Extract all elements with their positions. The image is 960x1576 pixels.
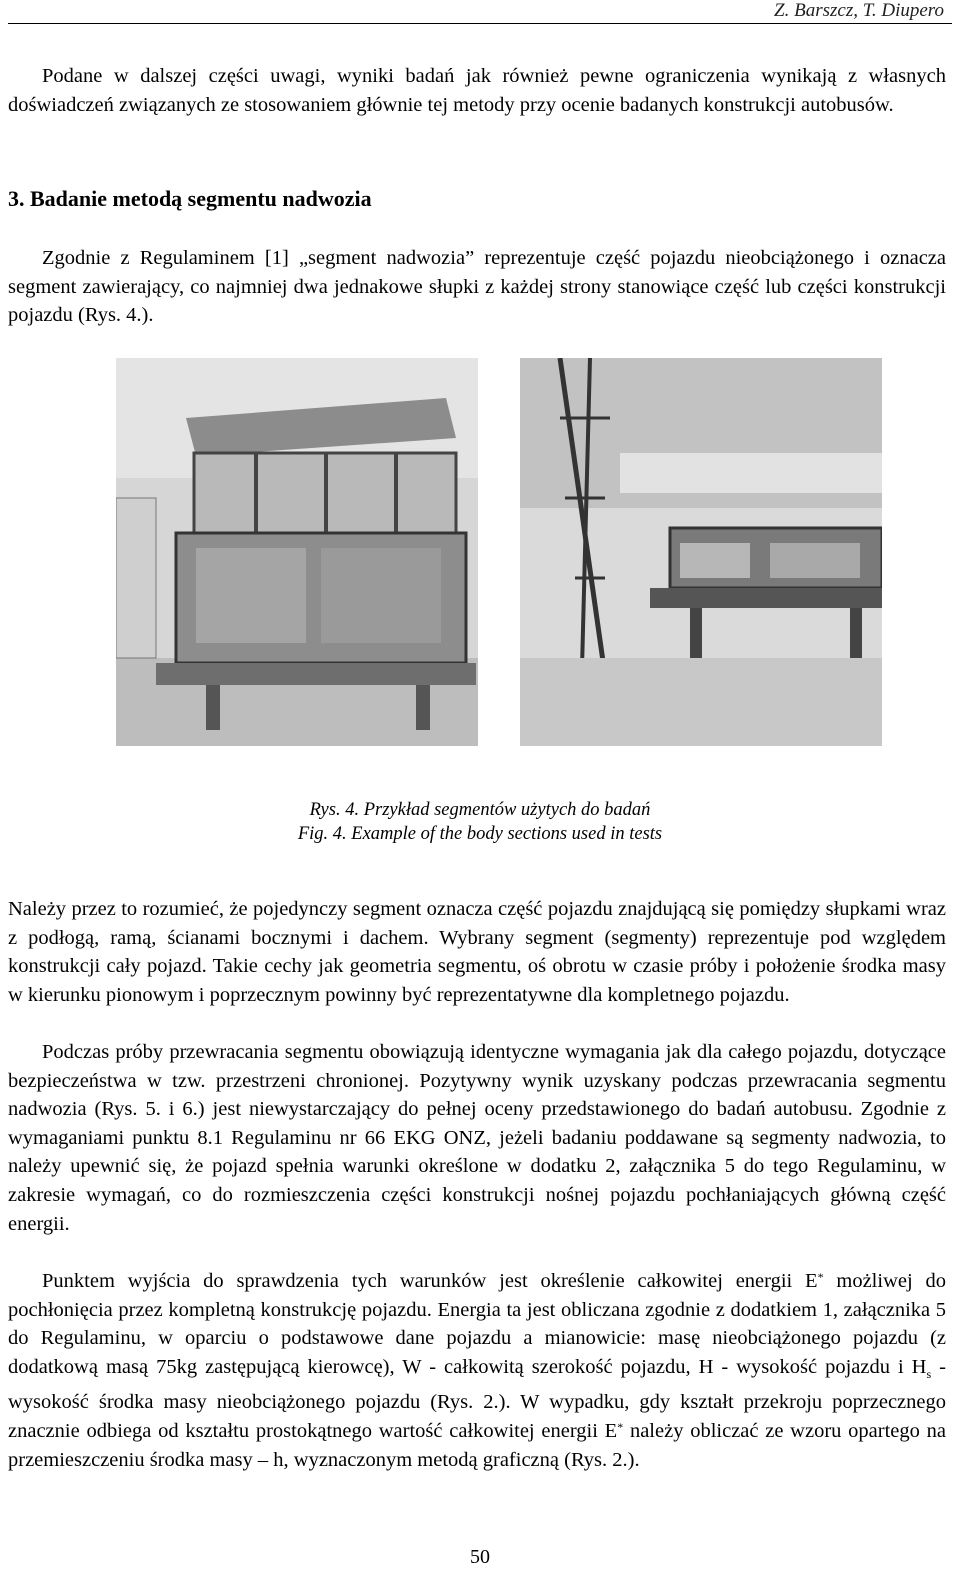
segment-photo-left-image bbox=[116, 358, 478, 746]
figure-photo-right bbox=[520, 358, 882, 746]
figure-caption-en: Fig. 4. Example of the body sections used in tests bbox=[297, 824, 663, 844]
section-paragraph-1: Zgodnie z Regulaminem [1] „segment nadwozia” reprezentuje część pojazdu nieobciążonego i oznacza segment zawierający, co najmniej dwa jednakowe słupki z każdej strony stanowiące część lub części konstrukcji pojazdu (Rys. 4.). bbox=[8, 247, 946, 327]
body-paragraph-3: Podczas próby przewracania segmentu obowiązują identyczne wymagania jak dla całego pojazdu, dotyczące bezpieczeństwa w tzw. przestrzeni chronionej. Pozytywny wynik uzyskany podczas przewracania segmentu nadwozia (Rys. 5. i 6.) jest niewystarczający do pełnej oceny przedstawionego do badań autobusu. Zgodnie z wymaganiami punktu 8.1 Regulaminu nr 66 EKG ONZ, jeżeli badaniu poddawane są segmenty nadwozia, to należy upewnić się, że pojazd spełnia warunki określone w dodatku 2, załącznika 5 do tego Regulaminu, w zakresie wymagań, co do rozmieszczenia części konstrukcji nośnej pojazdu pochłaniających główną część energii. bbox=[8, 1041, 946, 1235]
body-paragraph-4 bbox=[8, 1267, 946, 1474]
section-heading: 3. Badanie metodą segmentu nadwozia bbox=[8, 186, 372, 211]
paragraph-4-part-b: możliwej do pochłonięcia przez kompletną konstrukcję pojazdu. Energia ta jest obliczana zgodnie z dodatkiem 1, załącznika 5 do Regulaminu, w oparciu o podstawowe dane pojazdu a mianowicie: masę nieobciążonego pojazdu (z dodatkową masą 75kg zastępującą kierowcę), W - całkowitą szerokość pojazdu, H - wysokość pojazdu i H bbox=[8, 1270, 946, 1378]
page-number: 50 bbox=[470, 1546, 490, 1568]
paragraph-4-part-c: - wysokość środka masy nieobciążonego pojazdu (Rys. 2.). W wypadku, gdy kształt przekroju poprzecznego znacznie odbiega od kształtu prostokątnego wartość całkowitej energii E bbox=[8, 1355, 947, 1443]
height-subscript: s bbox=[926, 1366, 932, 1381]
figure-caption-pl: Rys. 4. Przykład segmentów użytych do badań bbox=[309, 800, 651, 820]
paragraph-4-part-d: należy obliczać ze wzoru opartego na przemieszczeniu środka masy – h, wyznaczonym metodą graficzną (Rys. 2.). bbox=[8, 1420, 946, 1471]
energy-superscript-1: * bbox=[817, 1270, 824, 1284]
segment-photo-right-image bbox=[520, 358, 882, 746]
figure-photo-left bbox=[116, 358, 478, 746]
energy-superscript-2: * bbox=[617, 1420, 624, 1435]
body-paragraph-2: Należy przez to rozumieć, że pojedynczy segment oznacza część pojazdu znajdującą się pomiędzy słupkami wraz z podłogą, ramą, ścianami bocznymi i dachem. Wybrany segment (segmenty) reprezentuje pod względem konstrukcji cały pojazd. Takie cechy jak geometria segmentu, oś obrotu w czasie próby i położenie środka masy w kierunku pionowym i poprzecznym powinny być reprezentatywne dla kompletnego pojazdu. bbox=[8, 898, 946, 1006]
running-head-authors: Z. Barszcz, T. Diupero bbox=[774, 0, 944, 21]
intro-paragraph: Podane w dalszej części uwagi, wyniki badań jak również pewne ograniczenia wynikają z własnych doświadczeń związanych ze stosowaniem głównie tej metody przy ocenie badanych konstrukcji autobusów. bbox=[8, 65, 946, 116]
header-rule bbox=[8, 23, 952, 24]
paragraph-4-part-a: Punktem wyjścia do sprawdzenia tych warunków jest określenie całkowitej energii E bbox=[42, 1270, 818, 1292]
